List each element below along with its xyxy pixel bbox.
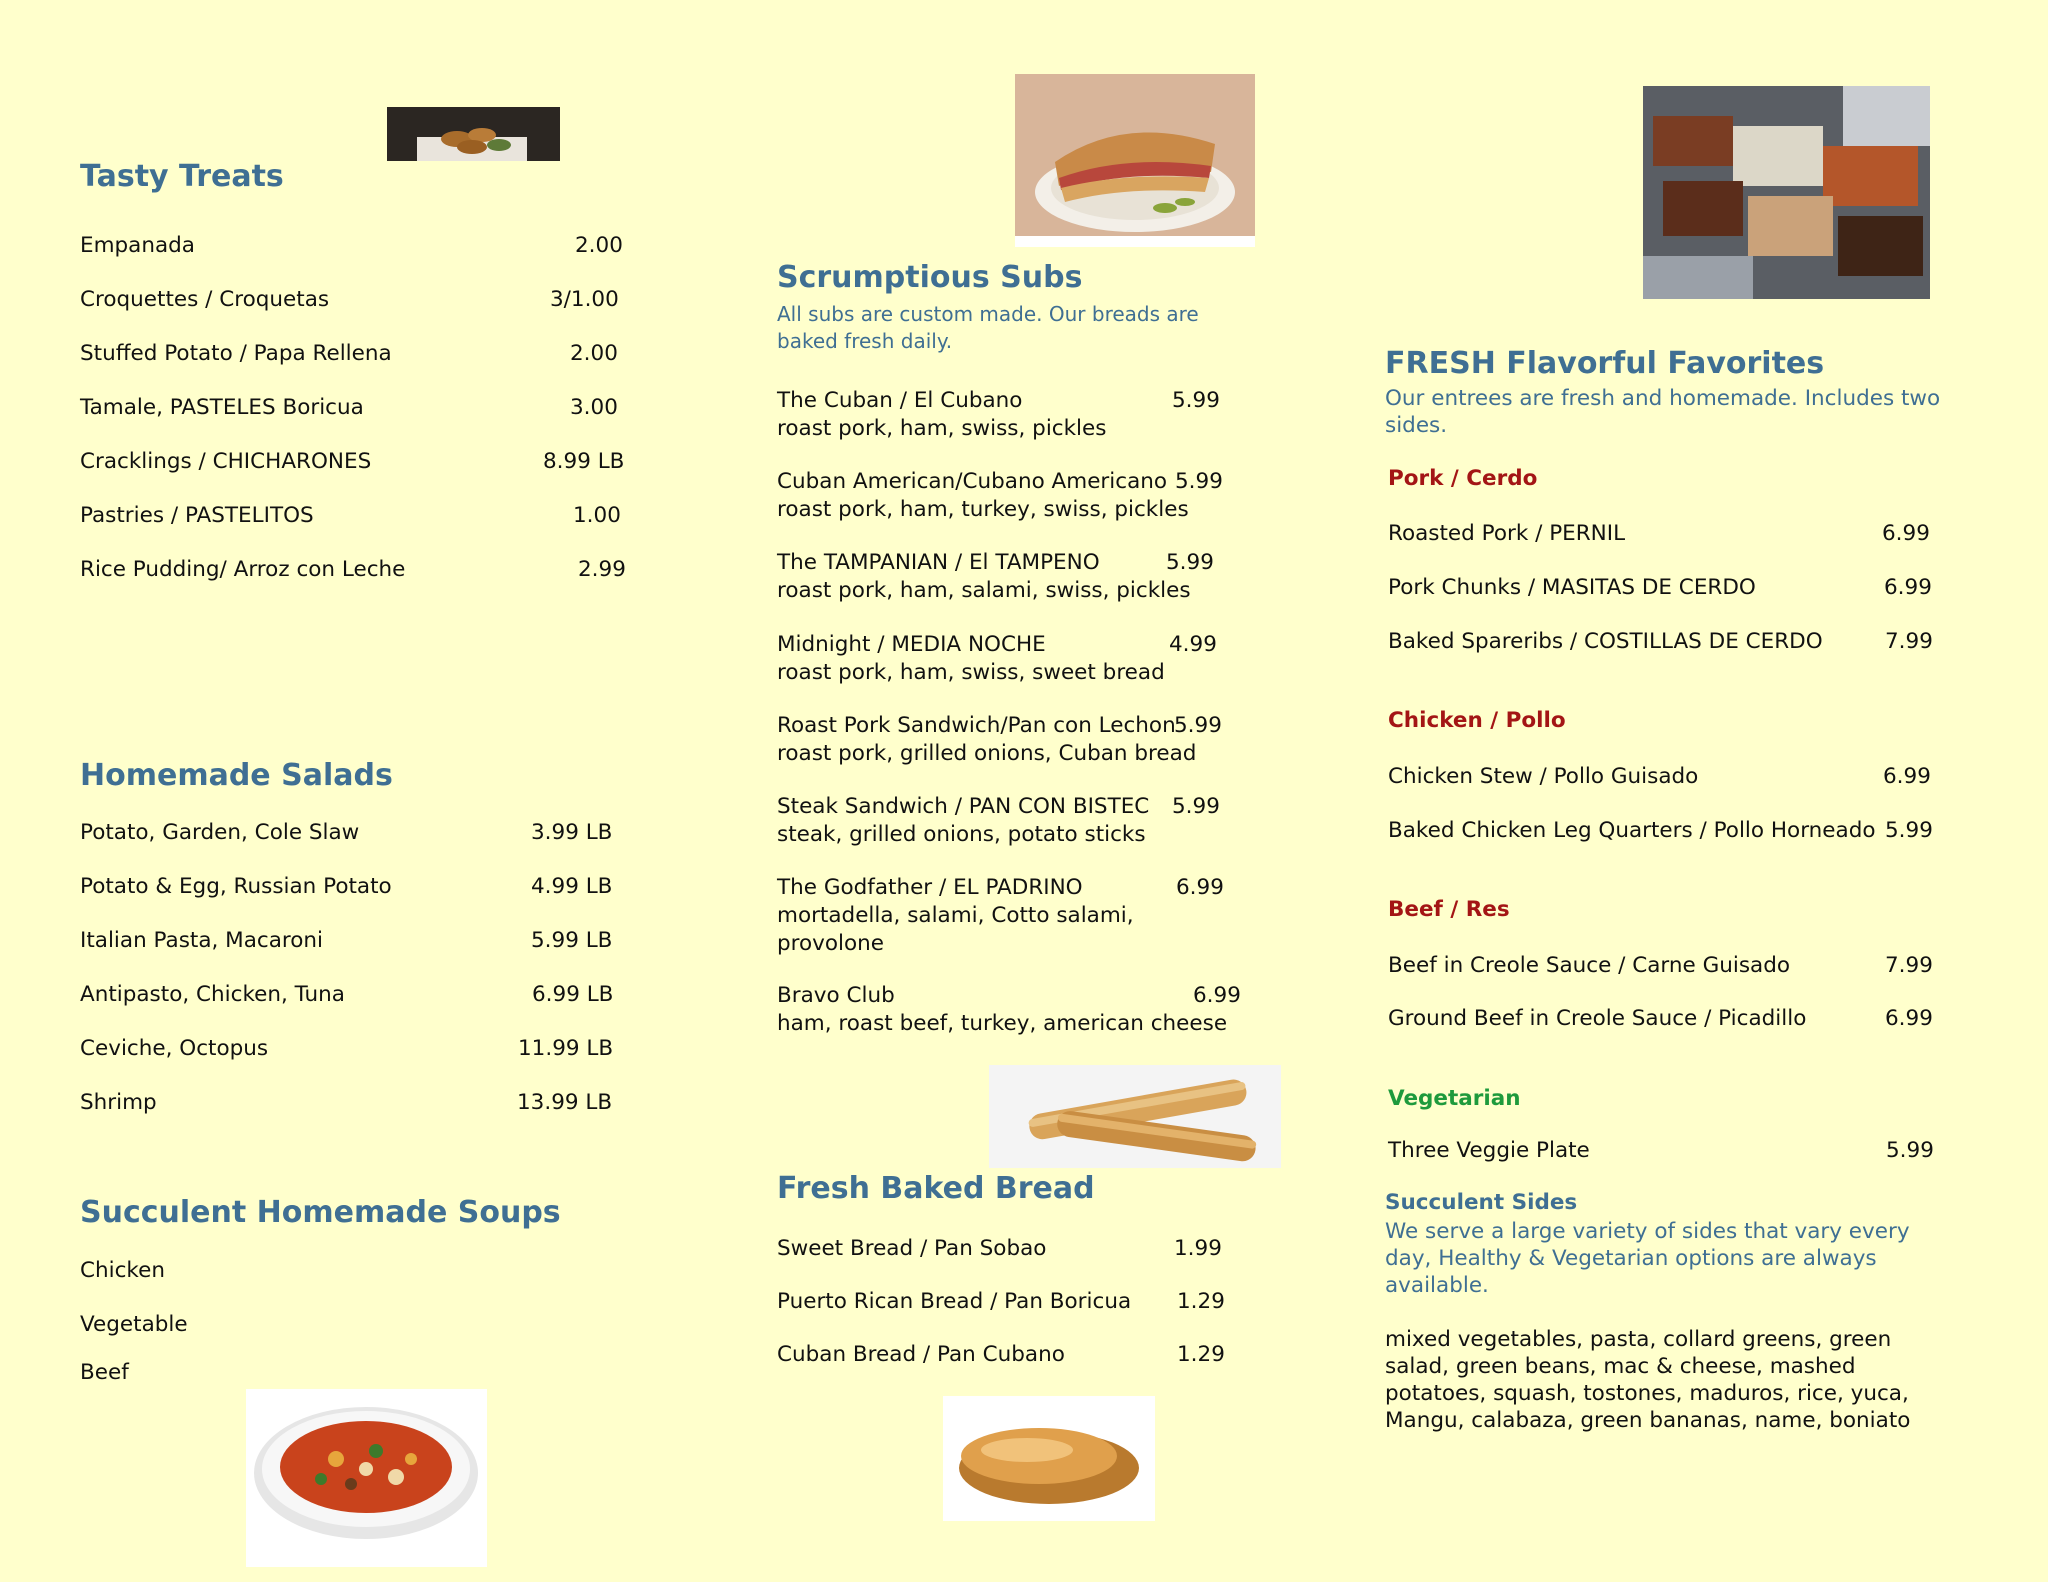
sub-item-price: 4.99 bbox=[1169, 632, 1217, 657]
salad-item-name: Antipasto, Chicken, Tuna bbox=[80, 982, 345, 1007]
entree-item-price: 7.99 bbox=[1885, 629, 1933, 654]
subs-note: All subs are custom made. Our breads are baked fresh daily. bbox=[777, 302, 1199, 353]
salad-item-price: 13.99 LB bbox=[517, 1090, 613, 1115]
croquettes-photo bbox=[387, 107, 560, 161]
entree-item-price: 5.99 bbox=[1885, 818, 1933, 843]
entree-item-name: Ground Beef in Creole Sauce / Picadillo bbox=[1388, 1006, 1807, 1031]
bread-item-price: 1.99 bbox=[1174, 1236, 1222, 1261]
sub-item-desc: roast pork, ham, turkey, swiss, pickles bbox=[777, 497, 1189, 522]
sides-list: mixed vegetables, pasta, collard greens, green salad, green beans, mac & cheese, mashed potatoes, squash, tostones, maduros, rice, yuca, Mangu, calabaza, green bananas, name, boniato bbox=[1385, 1327, 1911, 1433]
entree-item-price: 7.99 bbox=[1885, 953, 1933, 978]
sub-item-price: 5.99 bbox=[1174, 713, 1222, 738]
bread-item-price: 1.29 bbox=[1177, 1342, 1225, 1367]
treat-item-name: Cracklings / CHICHARONES bbox=[80, 449, 372, 474]
entree-item-name: Beef in Creole Sauce / Carne Guisado bbox=[1388, 953, 1791, 978]
salad-item-name: Potato, Garden, Cole Slaw bbox=[80, 820, 360, 845]
salad-item-price: 3.99 LB bbox=[531, 820, 613, 845]
tasty-treats-heading: Tasty Treats bbox=[80, 159, 284, 194]
bread-item-name: Sweet Bread / Pan Sobao bbox=[777, 1236, 1047, 1261]
sides-heading: Succulent Sides bbox=[1385, 1190, 1578, 1215]
sub-item-desc: provolone bbox=[777, 931, 885, 956]
entree-item-name: Pork Chunks / MASITAS DE CERDO bbox=[1388, 575, 1756, 600]
sub-item-desc: roast pork, ham, swiss, pickles bbox=[777, 416, 1107, 441]
salad-item-name: Ceviche, Octopus bbox=[80, 1036, 269, 1061]
entree-item-name: Roasted Pork / PERNIL bbox=[1388, 521, 1626, 546]
treat-item-price: 2.00 bbox=[575, 233, 623, 258]
entree-item-price: 6.99 bbox=[1885, 1006, 1933, 1031]
category-vegetarian: Vegetarian bbox=[1388, 1086, 1521, 1111]
sub-item-price: 6.99 bbox=[1193, 983, 1241, 1008]
soup-item: Vegetable bbox=[80, 1312, 188, 1337]
sub-item-name: Bravo Club bbox=[777, 983, 895, 1008]
rolls-photo bbox=[943, 1396, 1155, 1521]
salad-item-name: Potato & Egg, Russian Potato bbox=[80, 874, 392, 899]
baguettes-photo bbox=[989, 1065, 1281, 1168]
sides-note: We serve a large variety of sides that vary every day, Healthy & Vegetarian options are always available. bbox=[1385, 1219, 1910, 1298]
category-chicken: Chicken / Pollo bbox=[1388, 708, 1566, 733]
sub-item-desc: roast pork, ham, salami, swiss, pickles bbox=[777, 578, 1191, 603]
treat-item-name: Pastries / PASTELITOS bbox=[80, 503, 314, 528]
entree-item-price: 6.99 bbox=[1883, 764, 1931, 789]
sub-item-desc: steak, grilled onions, potato sticks bbox=[777, 822, 1146, 847]
sub-item-desc: mortadella, salami, Cotto salami, bbox=[777, 903, 1134, 928]
bread-item-name: Puerto Rican Bread / Pan Boricua bbox=[777, 1289, 1132, 1314]
treat-item-price: 3/1.00 bbox=[550, 287, 619, 312]
sub-item-name: Midnight / MEDIA NOCHE bbox=[777, 632, 1046, 657]
favorites-heading: FRESH Flavorful Favorites bbox=[1385, 346, 1825, 381]
sub-item-name: Steak Sandwich / PAN CON BISTEC bbox=[777, 794, 1150, 819]
sub-item-price: 6.99 bbox=[1176, 875, 1224, 900]
treat-item-name: Stuffed Potato / Papa Rellena bbox=[80, 341, 392, 366]
buffet-trays-photo bbox=[1643, 86, 1930, 299]
sub-item-desc: roast pork, grilled onions, Cuban bread bbox=[777, 741, 1197, 766]
salad-item-name: Italian Pasta, Macaroni bbox=[80, 928, 324, 953]
treat-item-name: Rice Pudding/ Arroz con Leche bbox=[80, 557, 406, 582]
category-beef: Beef / Res bbox=[1388, 897, 1510, 922]
soup-item: Chicken bbox=[80, 1258, 165, 1283]
sub-item-desc: roast pork, ham, swiss, sweet bread bbox=[777, 660, 1165, 685]
cuban-sandwich-photo bbox=[1015, 74, 1255, 247]
sub-item-name: Roast Pork Sandwich/Pan con Lechon bbox=[777, 713, 1176, 738]
entree-item-price: 6.99 bbox=[1884, 575, 1932, 600]
sub-item-name: The Godfather / EL PADRINO bbox=[777, 875, 1083, 900]
entree-item-name: Chicken Stew / Pollo Guisado bbox=[1388, 764, 1699, 789]
treat-item-price: 2.99 bbox=[578, 557, 626, 582]
sub-item-price: 5.99 bbox=[1172, 794, 1220, 819]
sub-item-desc: ham, roast beef, turkey, american cheese bbox=[777, 1011, 1228, 1036]
soup-item: Beef bbox=[80, 1360, 129, 1385]
soup-bowl-photo bbox=[246, 1389, 487, 1567]
subs-heading: Scrumptious Subs bbox=[777, 260, 1083, 295]
treat-item-name: Tamale, PASTELES Boricua bbox=[80, 395, 364, 420]
sub-item-name: The TAMPANIAN / El TAMPENO bbox=[777, 550, 1100, 575]
sub-item-name: The Cuban / El Cubano bbox=[777, 388, 1023, 413]
bread-item-name: Cuban Bread / Pan Cubano bbox=[777, 1342, 1065, 1367]
entree-item-name: Three Veggie Plate bbox=[1388, 1138, 1590, 1163]
entree-item-name: Baked Spareribs / COSTILLAS DE CERDO bbox=[1388, 629, 1823, 654]
entree-item-price: 5.99 bbox=[1886, 1138, 1934, 1163]
sub-item-name: Cuban American/Cubano Americano bbox=[777, 469, 1168, 494]
sub-item-price: 5.99 bbox=[1175, 469, 1223, 494]
bread-item-price: 1.29 bbox=[1177, 1289, 1225, 1314]
soups-heading: Succulent Homemade Soups bbox=[80, 1195, 561, 1230]
treat-item-name: Croquettes / Croquetas bbox=[80, 287, 330, 312]
entree-item-price: 6.99 bbox=[1882, 521, 1930, 546]
salad-item-price: 11.99 LB bbox=[518, 1036, 614, 1061]
treat-item-name: Empanada bbox=[80, 233, 195, 258]
sub-item-price: 5.99 bbox=[1172, 388, 1220, 413]
salad-item-price: 5.99 LB bbox=[531, 928, 613, 953]
bread-heading: Fresh Baked Bread bbox=[777, 1171, 1095, 1206]
treat-item-price: 2.00 bbox=[570, 341, 618, 366]
favorites-note: Our entrees are fresh and homemade. Includes two sides. bbox=[1385, 386, 1941, 438]
salad-item-price: 4.99 LB bbox=[531, 874, 613, 899]
entree-item-name: Baked Chicken Leg Quarters / Pollo Horneado bbox=[1388, 818, 1876, 843]
treat-item-price: 3.00 bbox=[570, 395, 618, 420]
salad-item-name: Shrimp bbox=[80, 1090, 157, 1115]
salads-heading: Homemade Salads bbox=[80, 758, 393, 793]
treat-item-price: 1.00 bbox=[573, 503, 621, 528]
sub-item-price: 5.99 bbox=[1166, 550, 1214, 575]
category-pork: Pork / Cerdo bbox=[1388, 466, 1538, 491]
salad-item-price: 6.99 LB bbox=[532, 982, 614, 1007]
treat-item-price: 8.99 LB bbox=[543, 449, 625, 474]
